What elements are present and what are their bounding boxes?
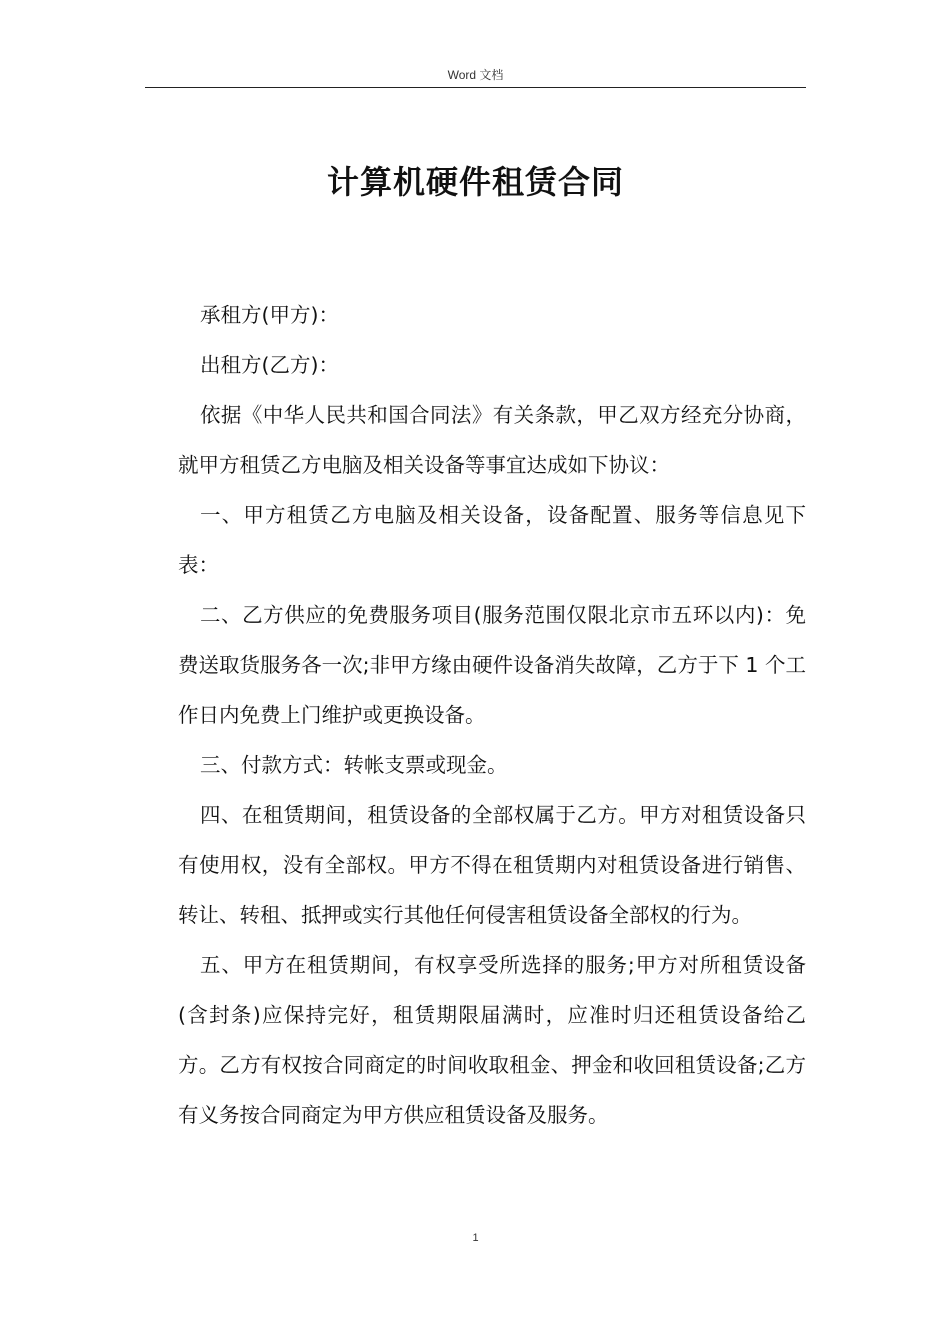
header-divider: [145, 87, 806, 88]
paragraph-preamble: 依据《中华人民共和国合同法》有关条款，甲乙双方经充分协商，就甲方租赁乙方电脑及相关设备等事宜达成如下协议：: [178, 403, 806, 477]
paragraph-clause-4: 四、在租赁期间，租赁设备的全部权属于乙方。甲方对租赁设备只有使用权，没有全部权。甲方不得在租赁期内对租赁设备进行销售、转让、转租、抵押或实行其他任何侵害租赁设备全部权的行为。: [178, 803, 806, 927]
paragraph-lessee: 承租方(甲方)：: [200, 303, 339, 327]
paragraph-clause-3: 三、付款方式：转帐支票或现金。: [200, 753, 508, 777]
paragraph-clause-2: 二、乙方供应的免费服务项目(服务范围仅限北京市五环以内)：免费送取货服务各一次;非甲方缘由硬件设备消失故障，乙方于下 1 个工作日内免费上门维护或更换设备。: [178, 603, 806, 727]
document-body: [178, 290, 806, 1140]
page-number: 1: [472, 1232, 479, 1244]
document-title: 计算机硬件租赁合同: [326, 163, 624, 201]
page-header: Word 文档: [447, 68, 504, 82]
paragraph-lessor: 出租方(乙方)：: [200, 353, 339, 377]
paragraph-clause-1: 一、甲方租赁乙方电脑及相关设备，设备配置、服务等信息见下表：: [178, 503, 806, 577]
paragraph-clause-5: 五、甲方在租赁期间，有权享受所选择的服务;甲方对所租赁设备(含封条)应保持完好，租赁期限届满时，应准时归还租赁设备给乙方。乙方有权按合同商定的时间收取租金、押金和收回租赁设备;乙方有义务按合同商定为甲方供应租赁设备及服务。: [178, 953, 806, 1127]
